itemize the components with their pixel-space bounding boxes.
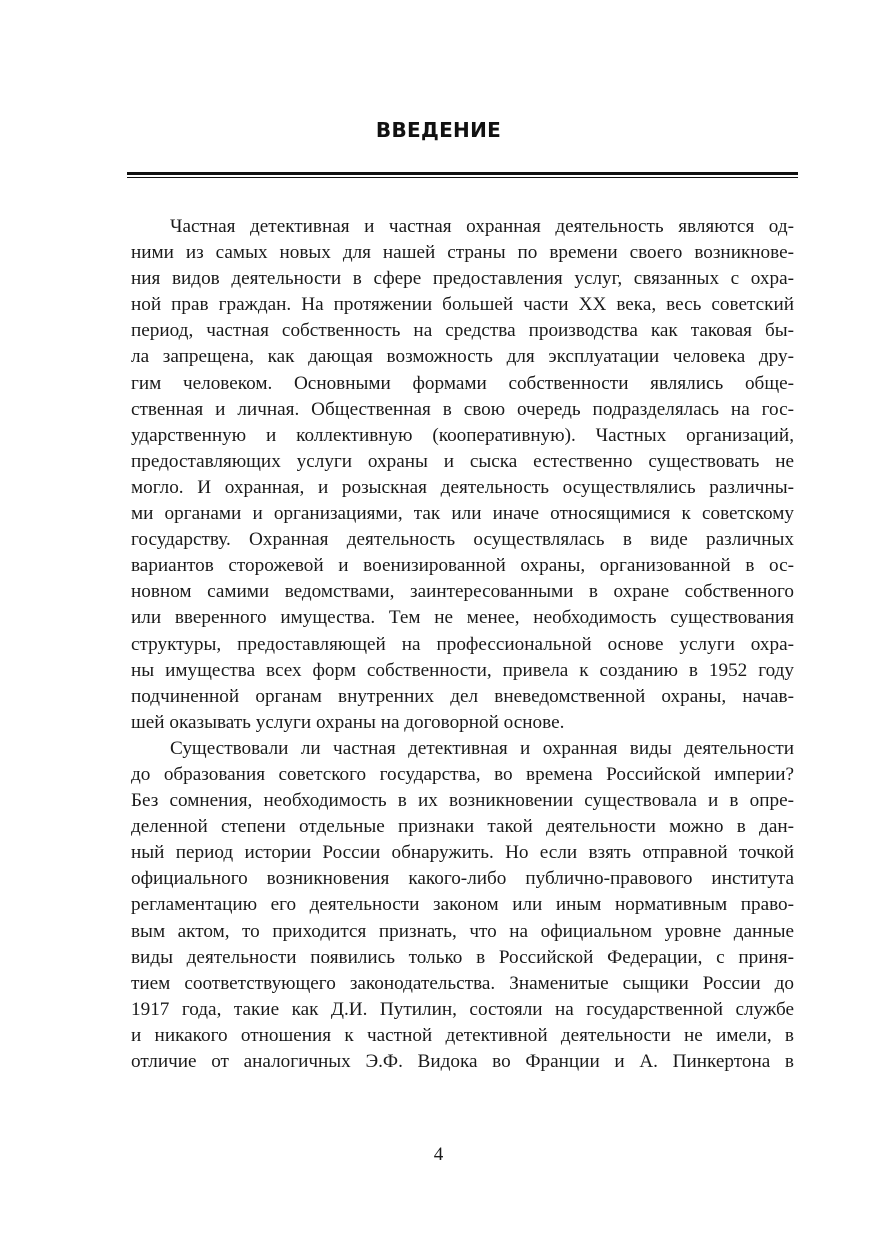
page-number: 4: [433, 1144, 444, 1165]
paragraph-2: [131, 736, 794, 1075]
text-line: ния видов деятельности в сфере предоставления услуг, связанных с охра-: [131, 268, 794, 290]
text-line: ной прав граждан. На протяжении большей части XX века, весь советский: [131, 294, 794, 316]
text-line: Без сомнения, необходимость в их возникновении существовала и в опре-: [131, 790, 794, 812]
text-line: или вверенного имущества. Тем не менее, необходимость существования: [131, 607, 794, 629]
text-line: шей оказывать услуги охраны на договорной основе.: [131, 711, 565, 733]
text-line: предоставляющих услуги охраны и сыска естественно существовать не: [131, 450, 794, 472]
text-line: виды деятельности появились только в Российской Федерации, с приня-: [131, 946, 794, 968]
text-line: ный период истории России обнаружить. Но если взять отправной точкой: [131, 842, 794, 864]
title-rule-thick: [127, 172, 798, 175]
text-line: ударственную и коллективную (кооперативную). Частных организаций,: [131, 424, 794, 446]
text-line: ми органами и организациями, так или иначе относящимися к советскому: [131, 503, 794, 525]
text-line: до образования советского государства, во времена Российской империи?: [131, 763, 794, 785]
text-line: деленной степени отдельные признаки такой деятельности можно в дан-: [131, 816, 794, 838]
text-line: новном самими ведомствами, заинтересованными в охране собственного: [131, 581, 794, 603]
text-line: могло. И охранная, и розыскная деятельность осуществлялись различны-: [131, 476, 794, 498]
text-line: подчиненной органам внутренних дел вневедомственной охраны, начав-: [131, 685, 794, 707]
text-line: официального возникновения какого-либо публично-правового института: [131, 868, 794, 890]
text-line: ла запрещена, как дающая возможность для эксплуатации человека дру-: [131, 346, 794, 368]
text-line: период, частная собственность на средства производства как таковая бы-: [131, 320, 794, 342]
text-line: Существовали ли частная детективная и охранная виды деятельности: [170, 737, 794, 759]
text-line: 1917 года, такие как Д.И. Путилин, состояли на государственной службе: [131, 998, 794, 1020]
text-line: отличие от аналогичных Э.Ф. Видока во Франции и А. Пинкертона в: [131, 1051, 794, 1072]
body-text: [131, 214, 794, 1075]
text-line: вариантов сторожевой и военизированной охраны, организованной в ос-: [131, 555, 794, 577]
title-rule-thin: [127, 177, 798, 178]
text-line: и никакого отношения к частной детективной деятельности не имели, в: [131, 1024, 794, 1046]
page-title: ВВЕДЕНИЕ: [375, 118, 502, 142]
text-line: ственная и личная. Общественная в свою очередь подразделялась на гос-: [131, 398, 794, 420]
paragraph-1: [131, 214, 794, 736]
text-line: государству. Охранная деятельность осуществлялась в виде различных: [131, 529, 794, 551]
text-line: тием соответствующего законодательства. Знаменитые сыщики России до: [131, 972, 794, 994]
text-line: Частная детективная и частная охранная деятельность являются од-: [170, 216, 794, 237]
text-line: ними из самых новых для нашей страны по времени своего возникнове-: [131, 242, 794, 264]
text-line: регламентацию его деятельности законом или иным нормативным право-: [131, 894, 794, 916]
text-line: вым актом, то приходится признать, что на официальном уровне данные: [131, 920, 794, 942]
text-line: структуры, предоставляющей на профессиональной основе услуги охра-: [131, 633, 794, 655]
text-line: гим человеком. Основными формами собственности являлись обще-: [131, 372, 794, 394]
text-line: ны имущества всех форм собственности, привела к созданию в 1952 году: [131, 659, 794, 681]
